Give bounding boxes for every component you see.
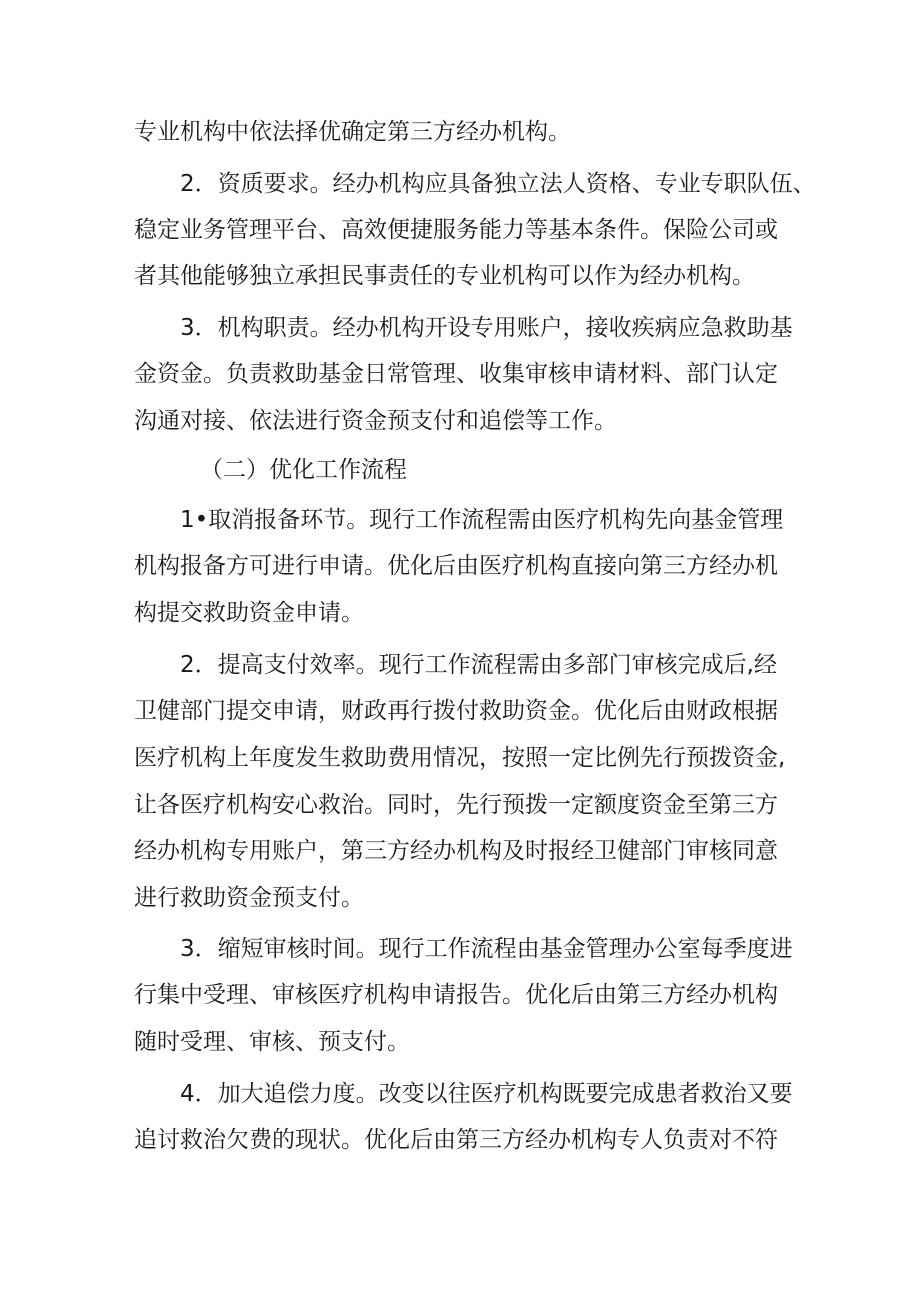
text-line-9: 1•取消报备环节。现行工作流程需由医疗机构先向基金管理: [180, 507, 784, 533]
text-line-7: 沟通对接、依法进行资金预支付和追偿等工作。: [134, 408, 617, 434]
text-line-3: 稳定业务管理平台、高效便捷服务能力等基本条件。保险公司或: [134, 217, 778, 243]
text-line-14: 医疗机构上年度发生救助费用情况，按照一定比例先行预拨资金,: [134, 745, 786, 771]
text-line-16: 经办机构专用账户，第三方经办机构及时报经卫健部门审核同意: [134, 838, 778, 864]
text-line-1: 专业机构中依法择优确定第三方经办机构。: [134, 119, 571, 145]
text-line-15: 让各医疗机构安心救治。同时，先行预拨一定额度资金至第三方: [134, 792, 778, 818]
text-line-13: 卫健部门提交申请，财政再行拨付救助资金。优化后由财政根据: [134, 698, 778, 724]
text-line-6: 金资金。负责救助基金日常管理、收集审核申请材料、部门认定: [134, 361, 778, 387]
text-line-5: 3．机构职责。经办机构开设专用账户，接收疾病应急救助基: [180, 315, 793, 341]
text-line-12: 2．提高支付效率。现行工作流程需由多部门审核完成后,经: [180, 652, 777, 678]
text-line-19: 行集中受理、审核医疗机构申请报告。优化后由第三方经办机构: [134, 982, 778, 1008]
text-line-2: 2．资质要求。经办机构应具备独立法人资格、专业专职队伍、: [180, 171, 816, 197]
section-heading: （二）优化工作流程: [200, 457, 407, 483]
text-line-20: 随时受理、审核、预支付。: [134, 1029, 410, 1055]
text-line-10: 机构报备方可进行申请。优化后由医疗机构直接向第三方经办机: [134, 553, 778, 579]
text-line-21: 4．加大追偿力度。改变以往医疗机构既要完成患者救治又要: [180, 1081, 793, 1107]
text-line-18: 3．缩短审核时间。现行工作流程由基金管理办公室每季度进: [180, 936, 793, 962]
text-line-4: 者其他能够独立承担民事责任的专业机构可以作为经办机构。: [134, 263, 755, 289]
text-line-22: 追讨救治欠费的现状。优化后由第三方经办机构专人负责对不符: [134, 1127, 778, 1153]
text-line-11: 构提交救助资金申请。: [134, 600, 364, 626]
text-line-17: 进行救助资金预支付。: [134, 885, 364, 911]
